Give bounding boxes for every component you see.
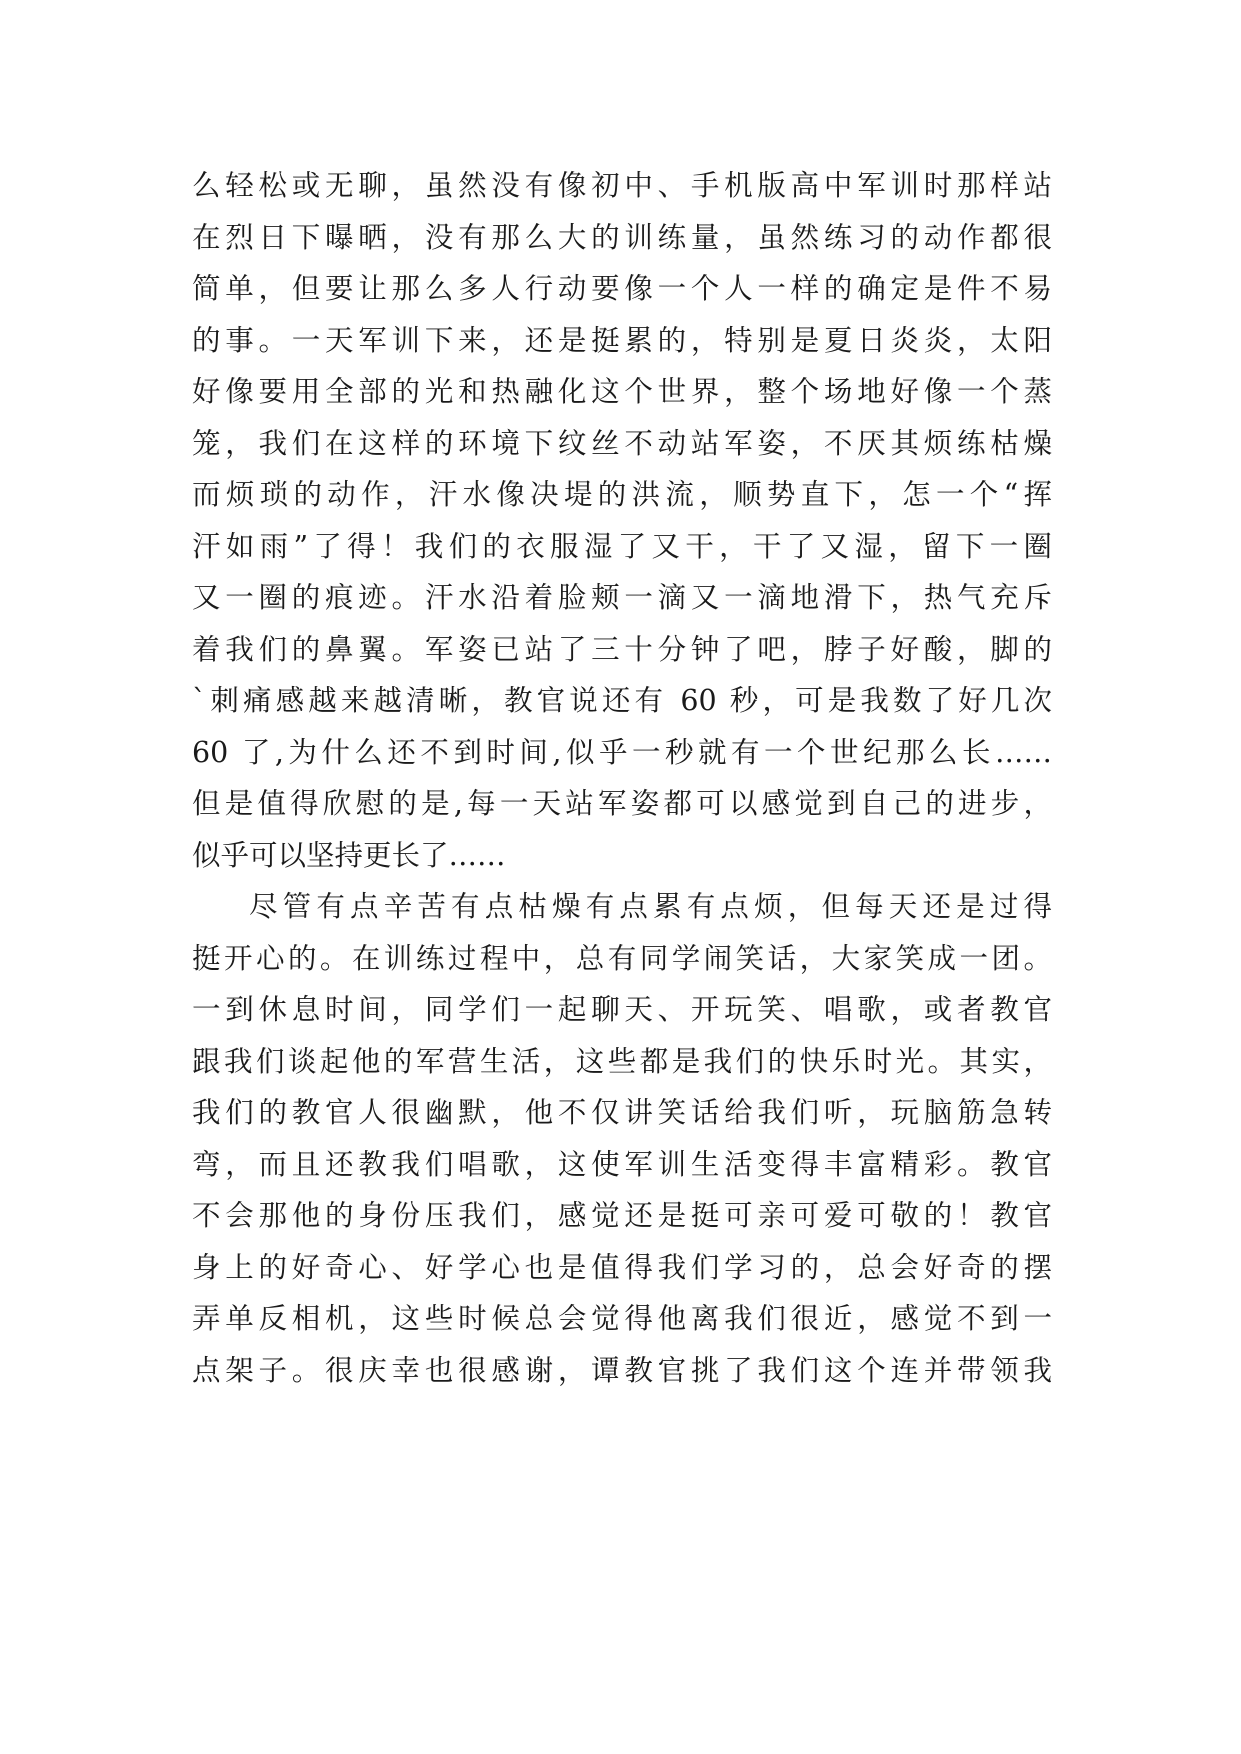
- text-line: 弯，而且还教我们唱歌，这使军训生活变得丰富精彩。教官: [192, 1147, 1052, 1181]
- text-line: 么轻松或无聊，虽然没有像初中、手机版高中军训时那样站: [192, 169, 1052, 202]
- text-line: 我们的教官人很幽默，他不仅讲笑话给我们听，玩脑筋急转: [192, 1096, 1052, 1129]
- text-line: 60 了,为什么还不到时间,似乎一秒就有一个世纪那么长……: [192, 735, 1052, 769]
- text-line: 挺开心的。在训练过程中，总有同学闹笑话，大家笑成一团。: [192, 941, 1052, 975]
- text-line: 着我们的鼻翼。军姿已站了三十分钟了吧，脖子好酸，脚的: [192, 632, 1052, 666]
- text-line: 在烈日下曝晒，没有那么大的训练量，虽然练习的动作都很: [192, 220, 1052, 254]
- document-body: [192, 160, 1052, 1396]
- text-line: 笼，我们在这样的环境下纹丝不动站军姿，不厌其烦练枯燥: [192, 426, 1052, 460]
- text-line: 弄单反相机，这些时候总会觉得他离我们很近，感觉不到一: [192, 1302, 1052, 1335]
- text-line: 的事。一天军训下来，还是挺累的，特别是夏日炎炎，太阳: [192, 323, 1052, 357]
- text-line: 一到休息时间，同学们一起聊天、开玩笑、唱歌，或者教官: [192, 993, 1052, 1026]
- text-line: 不会那他的身份压我们，感觉还是挺可亲可爱可敬的！教官: [192, 1199, 1052, 1232]
- text-line: 简单，但要让那么多人行动要像一个人一样的确定是件不易: [192, 272, 1052, 305]
- text-line: `刺痛感越来越清晰，教官说还有 60 秒，可是我数了好几次: [192, 684, 1052, 717]
- text-line: 汗如雨”了得！我们的衣服湿了又干，干了又湿，留下一圈: [192, 529, 1052, 563]
- text-line: 跟我们谈起他的军营生活，这些都是我们的快乐时光。其实，: [192, 1044, 1052, 1078]
- text-line: 身上的好奇心、好学心也是值得我们学习的，总会好奇的摆: [192, 1250, 1052, 1284]
- text-line: 好像要用全部的光和热融化这个世界，整个场地好像一个蒸: [192, 375, 1052, 408]
- paragraph-2: [192, 881, 1052, 1396]
- text-line: 但是值得欣慰的是,每一天站军姿都可以感觉到自己的进步，: [192, 787, 1052, 820]
- paragraph-1: [192, 160, 1052, 881]
- text-line: 似乎可以坚持更长了……: [192, 838, 506, 872]
- text-line: 而烦琐的动作，汗水像决堤的洪流，顺势直下，怎一个“挥: [192, 478, 1052, 511]
- text-line: 又一圈的痕迹。汗水沿着脸颊一滴又一滴地滑下，热气充斥: [192, 581, 1052, 614]
- text-line: 尽管有点辛苦有点枯燥有点累有点烦，但每天还是过得: [249, 890, 1052, 923]
- text-line: 点架子。很庆幸也很感谢，谭教官挑了我们这个连并带领我: [192, 1353, 1052, 1387]
